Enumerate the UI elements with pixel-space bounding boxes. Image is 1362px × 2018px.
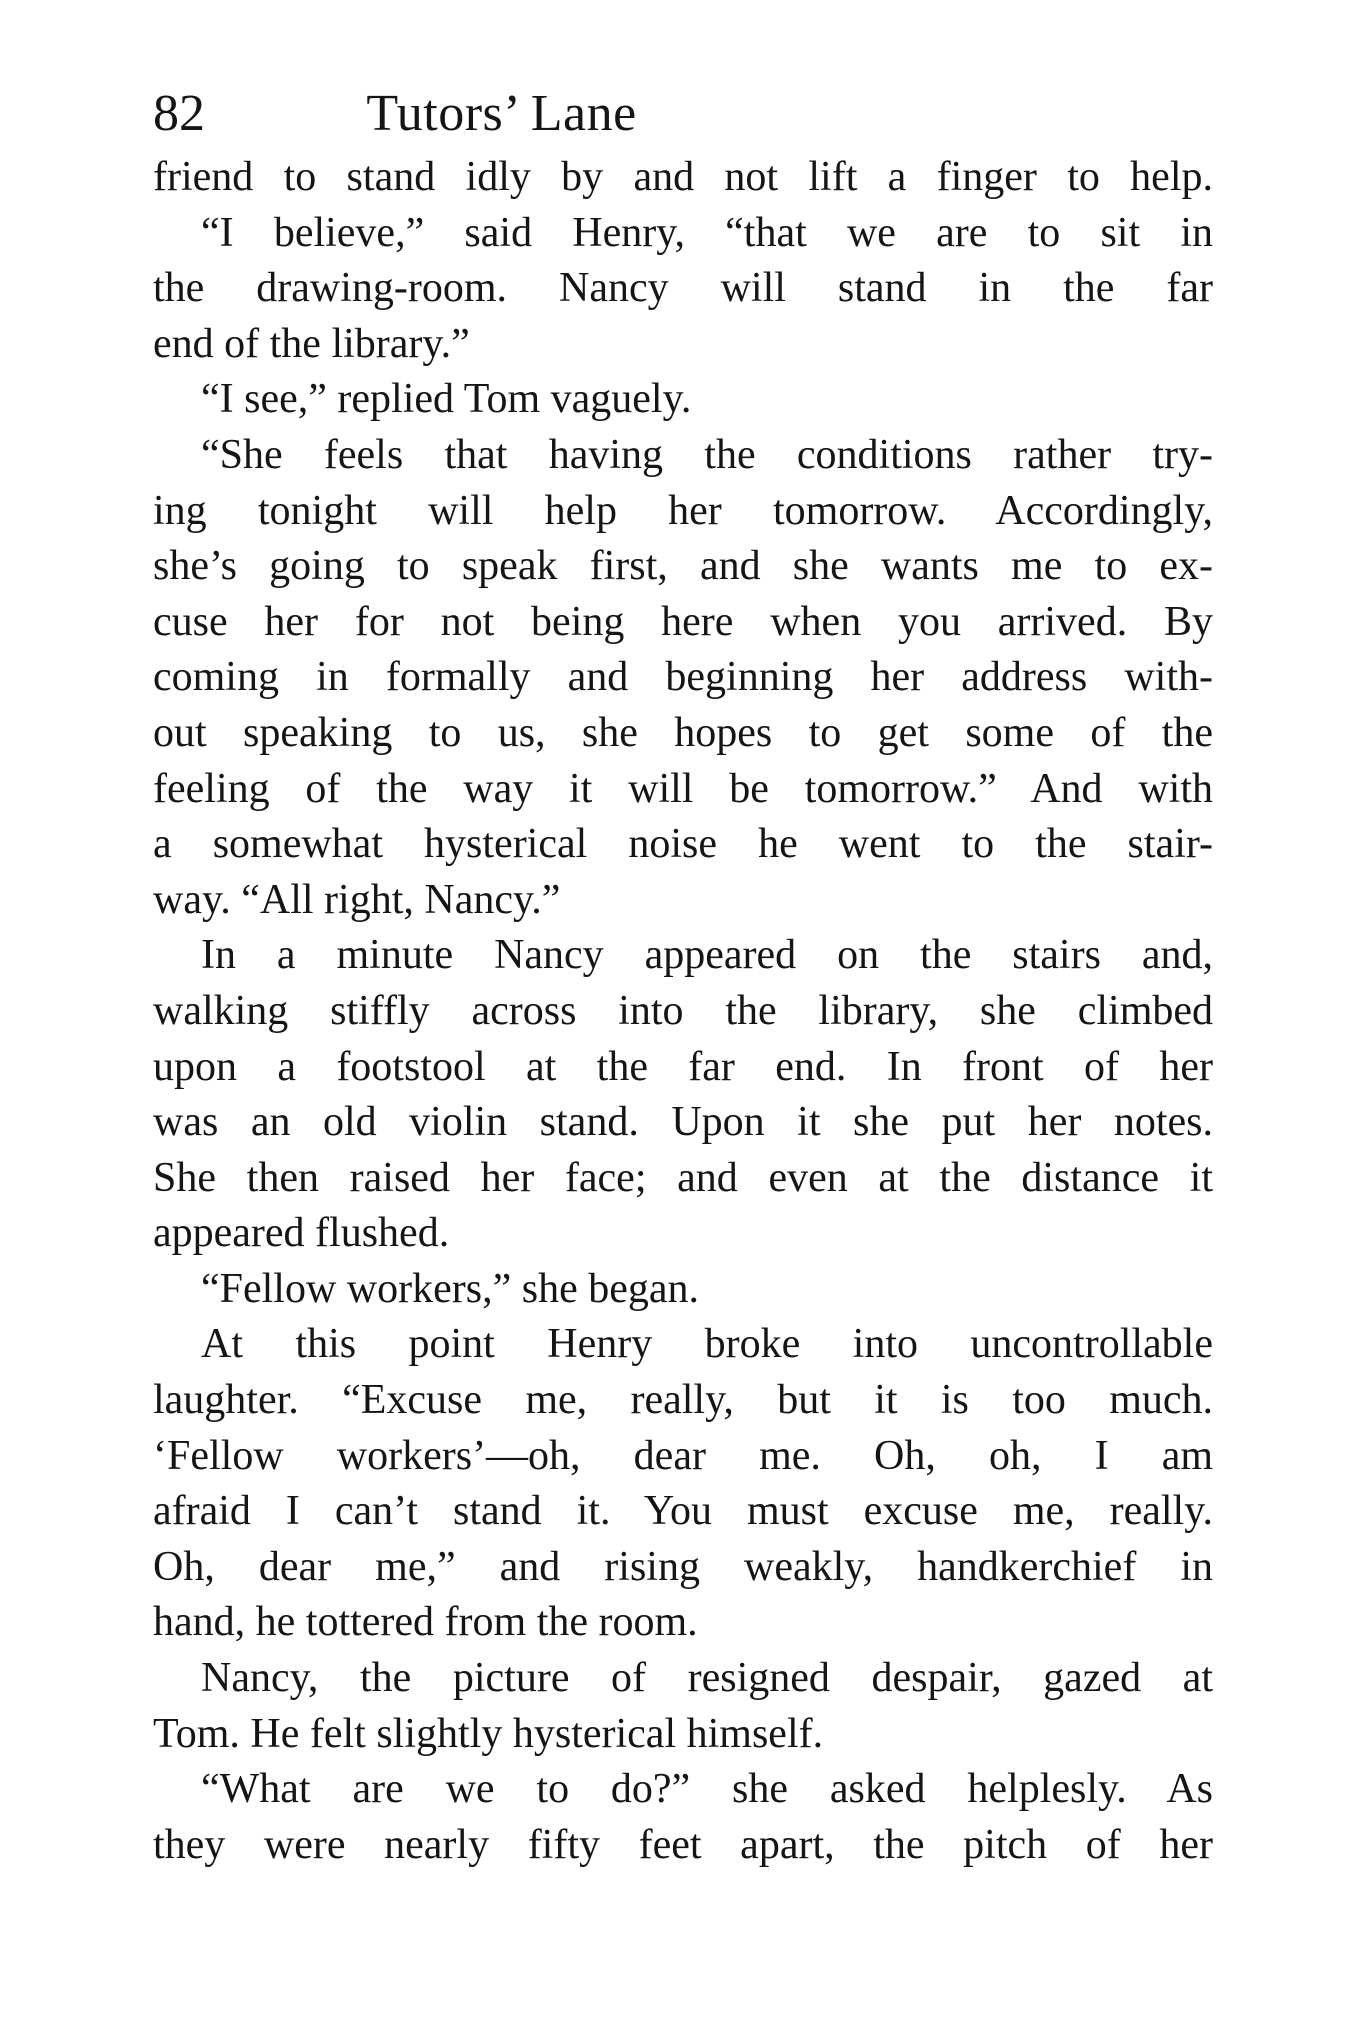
text-line: ing tonight will help her tomorrow. Accordingly, (153, 487, 1213, 534)
text-line: She then raised her face; and even at the distance it (153, 1154, 1213, 1201)
text-line: walking stiffly across into the library, she climbed (153, 987, 1213, 1034)
text-line: they were nearly fifty feet apart, the pitch of her (153, 1821, 1213, 1868)
text-line: was an old violin stand. Upon it she put her notes. (153, 1099, 1213, 1146)
text-line: upon a footstool at the far end. In front of her (153, 1043, 1213, 1090)
text-line: “I believe,” said Henry, “that we are to sit in (201, 209, 1213, 256)
text-line: hand, he tottered from the room. (153, 1599, 698, 1646)
text-line: Oh, dear me,” and rising weakly, handkerchief in (153, 1543, 1213, 1590)
text-line: afraid I can’t stand it. You must excuse me, really. (153, 1488, 1213, 1535)
text-line: “She feels that having the conditions rather try- (201, 431, 1213, 478)
text-line: end of the library.” (153, 320, 470, 367)
page-header (153, 78, 1213, 150)
text-line: out speaking to us, she hopes to get some of the (153, 709, 1213, 756)
running-title: Tutors’ Lane (366, 85, 637, 142)
text-line: At this point Henry broke into uncontrollable (201, 1321, 1213, 1368)
text-line: Nancy, the picture of resigned despair, gazed at (201, 1655, 1213, 1702)
text-line: appeared flushed. (153, 1210, 450, 1257)
text-line: a somewhat hysterical noise he went to the stair- (153, 821, 1213, 868)
text-line: she’s going to speak first, and she wants me to ex- (153, 543, 1213, 590)
text-line: way. “All right, Nancy.” (153, 876, 561, 923)
text-line: coming in formally and beginning her address with- (153, 654, 1213, 701)
text-line: feeling of the way it will be tomorrow.” And with (153, 765, 1213, 812)
text-line: “What are we to do?” she asked helplesly. As (201, 1766, 1213, 1813)
text-line: cuse her for not being here when you arrived. By (153, 598, 1213, 645)
text-line: ‘Fellow workers’—oh, dear me. Oh, oh, I am (153, 1432, 1213, 1479)
text-line: the drawing-room. Nancy will stand in the far (153, 265, 1213, 312)
text-line: “I see,” replied Tom vaguely. (201, 376, 692, 423)
page-number: 82 (153, 85, 205, 142)
text-line: laughter. “Excuse me, really, but it is too much. (153, 1377, 1213, 1424)
body-text (153, 150, 1213, 1873)
text-line: In a minute Nancy appeared on the stairs and, (201, 932, 1213, 979)
text-line: friend to stand idly by and not lift a finger to help. (153, 154, 1213, 200)
text-line: “Fellow workers,” she began. (201, 1265, 700, 1312)
text-line: Tom. He felt slightly hysterical himself. (153, 1710, 824, 1757)
